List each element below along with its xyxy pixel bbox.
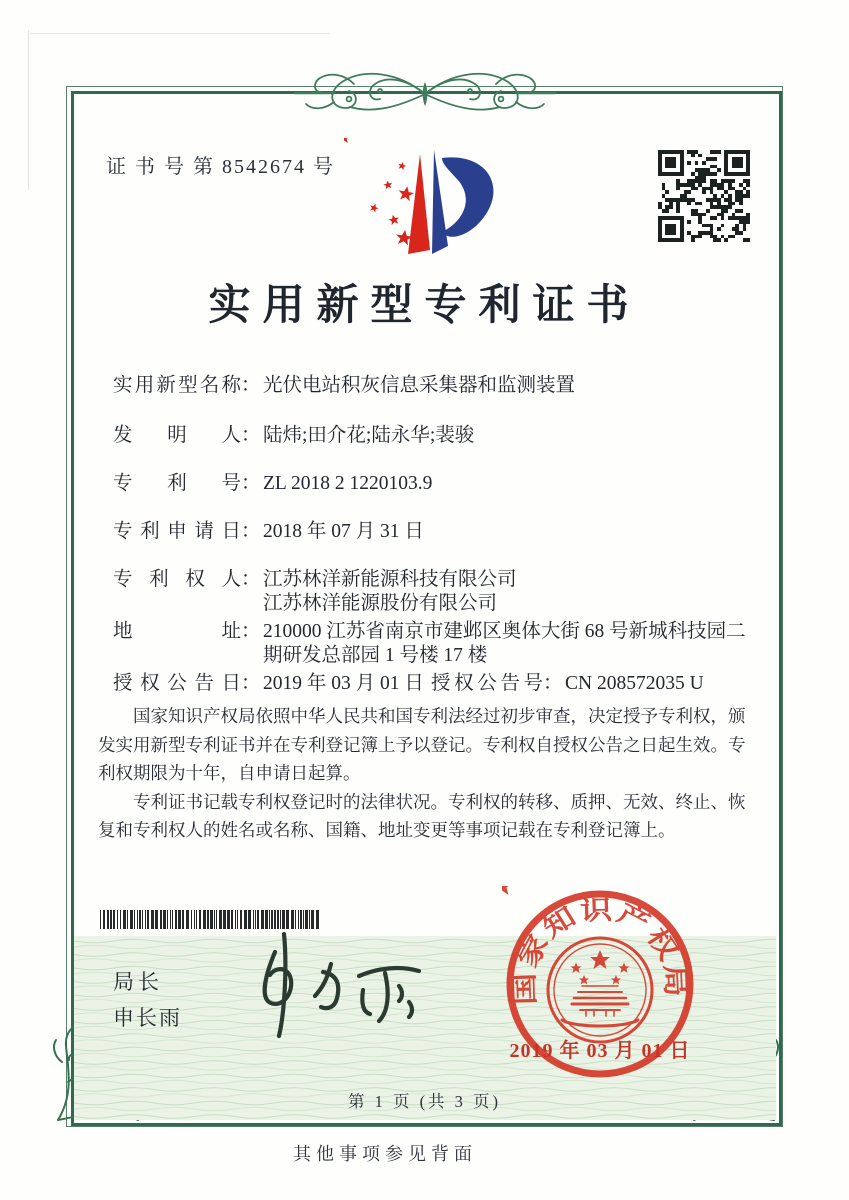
field-grant-row: [113, 672, 773, 696]
field-value: 2018 年 07 月 31 日: [263, 521, 424, 542]
field-label: 专利权人: [113, 569, 241, 590]
statutory-paragraph-1: 国家知识产权局依照中华人民共和国专利法经过初步审查，决定授予专利权，颁发实用新型专利证书并在专利登记簿上予以登记。专利权自授权公告之日起生效。专利权期限为十年，自申请日起算。: [98, 706, 746, 783]
back-note: 其他事项参见背面: [293, 1144, 477, 1164]
field-label: 专利申请日: [113, 521, 241, 542]
field-colon: ：: [241, 473, 261, 494]
field-label: 实用新型名称: [113, 375, 241, 396]
statutory-paragraph-2: 专利证书记载专利权登记时的法律状况。专利权的转移、质押、无效、终止、恢复和专利权人的姓名或名称、国籍、地址变更等事项记载在专利登记簿上。: [98, 791, 746, 840]
cnipa-logo-icon: [344, 138, 512, 268]
field-colon: ：: [241, 569, 261, 590]
field-label: 发明人: [113, 425, 241, 446]
commissioner-title: 局长: [113, 971, 163, 994]
field-filing-date: [113, 520, 773, 544]
grant-date-label: 授权公告日: [113, 673, 241, 694]
qr-code: [658, 150, 750, 242]
field-value: 江苏林洋新能源科技有限公司: [263, 569, 517, 590]
field-value: 210000 江苏省南京市建邺区奥体大街 68 号新城科技园二: [263, 621, 746, 642]
seal-date: 2019 年 03 月 01 日: [509, 1040, 691, 1062]
field-value: ZL 2018 2 1220103.9: [263, 473, 433, 494]
commissioner-name: 申长雨: [113, 1007, 182, 1030]
field-colon: ：: [543, 673, 563, 694]
seal-ring-text: 国家知识产权局: [509, 894, 691, 1006]
field-utility-model-name: [113, 374, 773, 398]
certificate-title: 实用新型专利证书: [208, 283, 641, 329]
field-colon: ：: [241, 375, 261, 396]
field-value-line2: 期研发总部园 1 号楼 17 楼: [263, 645, 488, 666]
field-patent-number: [113, 472, 773, 496]
grant-no-label: 授权公告号: [431, 673, 543, 694]
field-address: [113, 620, 773, 668]
page-indicator: 第 1 页 (共 3 页): [347, 1092, 502, 1111]
commissioner-signature: [235, 922, 445, 1047]
field-colon: ：: [241, 521, 261, 542]
statutory-text: [98, 702, 752, 845]
grant-date-value: 2019 年 03 月 01 日: [263, 673, 424, 694]
field-colon: ：: [241, 425, 261, 446]
field-patentee: [113, 568, 773, 616]
field-value-line2: 江苏林洋能源股份有限公司: [263, 593, 498, 614]
field-label: 地址: [113, 621, 241, 642]
field-colon: ：: [241, 621, 261, 642]
svg-text:国家知识产权局: [510, 895, 691, 1006]
scan-edge-top: [30, 33, 330, 34]
certificate-number: 证 书 号 第 8542674 号: [106, 156, 335, 178]
grant-no-value: CN 208572035 U: [565, 673, 704, 694]
field-inventors: [113, 424, 773, 448]
field-value: 光伏电站积灰信息采集器和监测装置: [263, 375, 576, 396]
field-label: 专利号: [113, 473, 241, 494]
field-value: 陆炜;田介花;陆永华;裴骏: [263, 425, 475, 446]
field-colon: ：: [241, 673, 261, 694]
scan-edge-left: [28, 30, 29, 190]
